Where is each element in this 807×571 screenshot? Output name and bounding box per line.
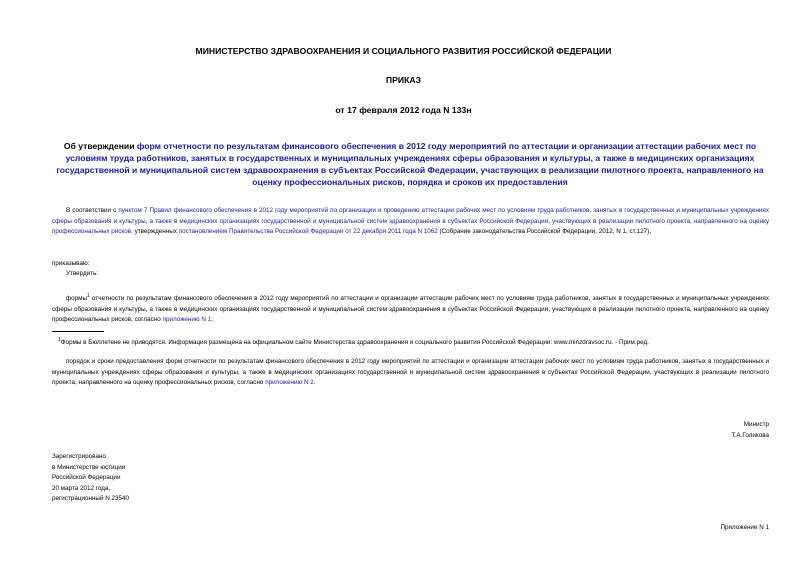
- approve-word: Утвердить:: [66, 270, 99, 277]
- decree-link[interactable]: постановлением Правительства Российской Федерации от 22 декабря 2011 года N 1062: [178, 228, 438, 235]
- preamble-start: В соответствии с: [66, 207, 119, 214]
- doc-type-heading: ПРИКАЗ: [385, 75, 422, 85]
- preamble-end: (Собрание законодательства Российской Федерации, 2012, N 1, ст.127),: [437, 228, 651, 235]
- preamble-mid: утвержденных: [132, 228, 179, 235]
- item1-start: формы: [66, 295, 88, 303]
- date-number: от 17 февраля 2012 года N 133н: [335, 105, 472, 115]
- item1-text: отчетности по результатам финансового обеспечения в 2012 году мероприятий по аттестации и организации аттестации рабочих мест по условиям труда работников, занятых в государственных и муниципальных учреждениях сферы образования и культуры, а также в медицинских организациях государственной и муниципальной систем здравоохранения в субъектах Российской Федерации, участвующих в реализации пилотного проекта, направленного на оценку профессиональных рисков, согласно: [52, 295, 769, 324]
- registration-line-1: Зарегистрировано: [52, 453, 106, 460]
- appendix-label: Приложение N 1: [720, 524, 769, 531]
- footnote-mark: 1: [58, 337, 61, 343]
- order-word: приказываю:: [52, 260, 90, 267]
- rules-link[interactable]: пунктом 7 Правил финансового обеспечения в 2012 году мероприятий по организации и проведению аттестации рабочих мест по условиям труда работников, занятых в государственных и муниципальных учреждениях сферы образования и культуры, а также в медицинских организациях государственной и муниципальной систем здравоохранения в субъектах Российской Федерации, участвующих в реализации пилотного проекта, направленного на оценку профессиональных рисков,: [52, 207, 769, 235]
- footnote-text: Формы в Бюллетене не приводятся. Информация размещена на официальном сайте Министерства здравоохранения и социального развития Российской Федерации: www.minzdravsoc.ru. - Прим.ред.: [60, 339, 649, 347]
- title-link[interactable]: форм отчетности по результатам финансового обеспечения в 2012 году мероприятий по аттестации и организации аттестации рабочих мест по условиям труда работников, занятых в государственных и муниципальных учреждениях сферы образования и культуры, а также в медицинских организациях государственной и муниципальной систем здравоохранения в субъектах Российской Федерации, участвующих в реализации пилотного проекта, направленного на оценку профессиональных рисков, порядка и сроков их предоставления: [56, 141, 764, 187]
- footnote: [58, 335, 769, 349]
- item2-end: .: [313, 379, 316, 386]
- preamble-paragraph: [52, 206, 769, 238]
- title-prefix: Об утверждении: [63, 141, 137, 151]
- registration-block: [52, 452, 129, 505]
- registration-line-5: регистрационный N 23540: [52, 495, 130, 502]
- registration-line-4: 20 марта 2012 года,: [52, 484, 111, 492]
- appendix-1-link[interactable]: приложению N 1: [162, 316, 212, 324]
- signature-name: Т.А.Голикова: [731, 432, 769, 439]
- item-1: [52, 291, 769, 326]
- registration-line-2: в Министерстве юстиции: [52, 463, 126, 471]
- order-title: [50, 140, 770, 188]
- ministry-heading: МИНИСТЕРСТВО ЗДРАВООХРАНЕНИЯ И СОЦИАЛЬНОГО РАЗВИТИЯ РОССИЙСКОЙ ФЕДЕРАЦИИ: [195, 46, 612, 56]
- signature-role: Министр: [743, 421, 769, 428]
- appendix-2-link[interactable]: приложению N 2: [265, 379, 314, 386]
- item1-footnote-ref[interactable]: 1: [87, 293, 90, 299]
- footnote-divider: [52, 331, 104, 332]
- item2-text: порядок и сроки предоставления форм отчетности по результатам финансового обеспечения в 2012 году мероприятий по аттестации и организации аттестации рабочих мест по условиям труда работников, занятых в государственных и муниципальных учреждениях сферы образования и культуры, а также в медицинских организациях государственной и муниципальной систем здравоохранения в субъектах Российской Федерации, участвующих в реализации пилотного проекта, направленного на оценку профессиональных рисков, согласно: [52, 358, 769, 386]
- item1-end: ;: [211, 316, 213, 324]
- item-2: [52, 357, 769, 389]
- registration-line-3: Российской Федерации: [52, 474, 121, 481]
